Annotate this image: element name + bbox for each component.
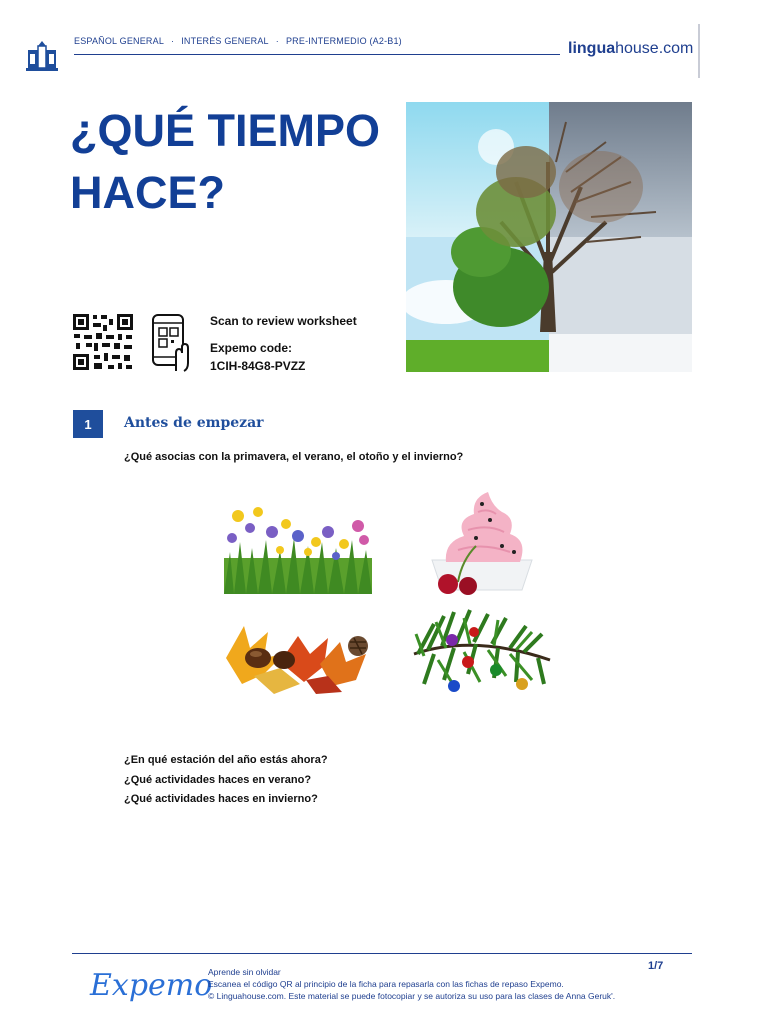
question-item: ¿Qué actividades haces en invierno?: [124, 793, 318, 805]
discussion-questions: [124, 751, 328, 810]
breadcrumb-item[interactable]: ESPAÑOL GENERAL: [74, 36, 165, 46]
page-number: 1/7: [648, 960, 664, 972]
expemo-code-value: 1CIH-84G8-PVZZ: [210, 359, 306, 373]
phone-scan-icon: [150, 313, 192, 371]
brand-divider: [698, 24, 700, 78]
linguahouse-logo[interactable]: linguahouse.com: [568, 40, 694, 57]
scan-info: [210, 312, 357, 375]
breadcrumb-item[interactable]: INTERÉS GENERAL: [181, 36, 269, 46]
footer-tagline: Aprende sin olvidar: [208, 967, 281, 977]
scan-label: Scan to review worksheet: [210, 314, 357, 328]
question-item: ¿Qué actividades haces en verano?: [124, 773, 312, 786]
question-item: ¿En qué estación del año estás ahora?: [124, 754, 328, 766]
section-number: 1: [73, 410, 103, 438]
header-divider: [74, 54, 560, 55]
section-title: Antes de empezar: [124, 415, 264, 431]
crest-icon: [24, 40, 60, 72]
autumn-leaves-image: [224, 618, 372, 696]
expemo-code-label: Expemo code:: [210, 341, 293, 355]
breadcrumb-item[interactable]: PRE-INTERMEDIO (A2-B1): [285, 36, 402, 46]
four-seasons-tree-image: [406, 102, 692, 372]
section-prompt: ¿Qué asocias con la primavera, el verano, el otoño y el invierno?: [124, 451, 464, 463]
footer-divider: [72, 953, 692, 954]
expemo-logo[interactable]: [90, 963, 213, 1007]
footer-copyright: © Linguahouse.com. Este material se puede fotocopiar y se autoriza su uso para las clases de Anna Geruk'.: [208, 991, 616, 1001]
spring-flowers-image: [224, 502, 372, 594]
svg-text:Expemo: Expemo: [90, 968, 213, 1003]
footer-instruction: Escanea el código QR al principio de la ficha para repasarla con las fichas de repaso Expemo.: [208, 979, 564, 989]
frozen-yogurt-image: [418, 490, 546, 594]
breadcrumb: ESPAÑOL GENERAL · INTERÉS GENERAL · PRE-INTERMEDIO (A2-B1): [74, 36, 402, 46]
qr-code-icon[interactable]: [72, 313, 134, 371]
page-title: ¿QUÉ TIEMPO HACE?: [70, 105, 381, 218]
christmas-branch-image: [414, 604, 550, 696]
footer-text: [208, 966, 615, 1002]
